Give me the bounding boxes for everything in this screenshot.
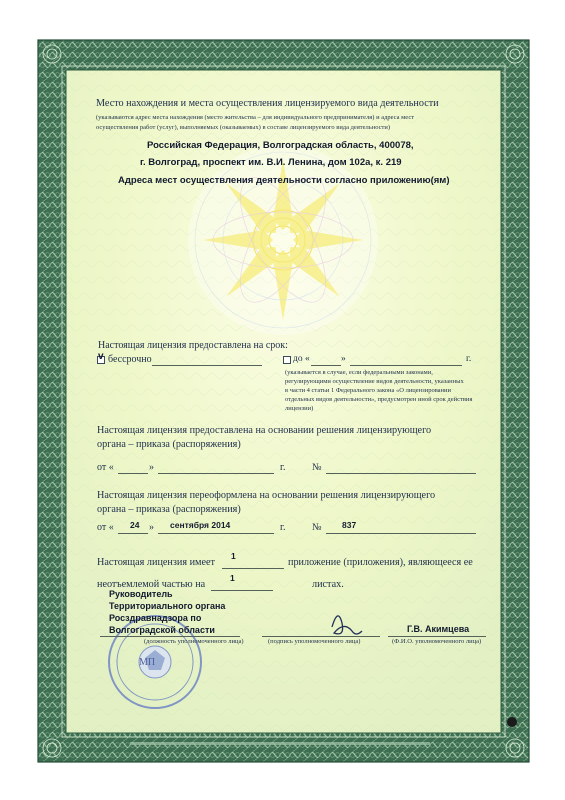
term-note-line5: лицензии) xyxy=(285,405,314,412)
address-line2: г. Волгоград, проспект им. В.И. Ленина, дом 102а, к. 219 xyxy=(140,157,402,168)
term-note-line2: регулирующими осуществление видов деятельности, указанных xyxy=(285,378,464,385)
attachments-text-part2: приложение (приложения), являющееся ее xyxy=(288,557,473,568)
address-heading: Место нахождения и места осуществления лицензируемого вида деятельности xyxy=(96,98,439,109)
indefinite-underline xyxy=(152,365,262,366)
reissue-from-label: от « xyxy=(97,522,114,533)
address-note-line1: (указываются адрес места нахождения (место жительства – для индивидуального предпринимателя) и адреса мест xyxy=(96,114,415,121)
basis-number-label: № xyxy=(312,462,322,473)
term-note-line3: в части 4 статьи 1 Федерального закона «О лицензировании xyxy=(285,387,451,394)
until-quote-close: » xyxy=(341,354,346,364)
reissue-text-line1: Настоящая лицензия переоформлена на основании решения лицензирующего xyxy=(97,490,436,501)
until-month-line xyxy=(350,365,462,366)
attachments-count-line xyxy=(222,568,284,569)
basis-number-line xyxy=(326,473,476,474)
stamp-label: МП xyxy=(139,657,156,668)
until-day-line xyxy=(311,365,341,366)
signer-name: Г.В. Акимцева xyxy=(407,624,470,634)
attachments-count: 1 xyxy=(231,551,236,561)
signer-position-line1: Руководитель xyxy=(109,589,173,599)
reissue-number-label: № xyxy=(312,522,322,533)
name-line xyxy=(388,636,486,637)
address-note-line2: осуществления работ (услуг), выполняемых (оказываемых) в составе лицензируемого вида деятельности) xyxy=(96,124,390,131)
position-line xyxy=(100,636,240,637)
attachments-text-part3: неотъемлемой частью на xyxy=(97,579,206,590)
reissue-month-year: сентября 2014 xyxy=(170,520,231,530)
attachments-sheets: 1 xyxy=(230,573,235,583)
basis-text-line1: Настоящая лицензия предоставлена на основании решения лицензирующего xyxy=(97,425,432,436)
signer-position-line3: Росздравнадзора по xyxy=(109,613,202,623)
basis-day-line xyxy=(118,473,148,474)
indefinite-label: бессрочно xyxy=(108,354,152,365)
basis-date-line xyxy=(158,473,274,474)
signer-position-line2: Территориального органа xyxy=(109,601,226,611)
basis-year-suffix: г. xyxy=(280,462,286,473)
reissue-text-line2: органа – приказа (распоряжения) xyxy=(97,504,241,515)
position-caption: (должность уполномоченного лица) xyxy=(144,638,244,645)
basis-text-line2: органа – приказа (распоряжения) xyxy=(97,439,241,450)
reissue-number: 837 xyxy=(342,520,357,530)
checkbox-mark: v xyxy=(98,351,104,362)
basis-from-label: от « xyxy=(97,462,114,473)
reissue-quote-close: » xyxy=(149,522,154,533)
basis-quote-close: » xyxy=(149,462,154,473)
signature-caption: (подпись уполномоченного лица) xyxy=(268,638,361,645)
name-caption: (Ф.И.О. уполномоченного лица) xyxy=(392,638,482,645)
attachments-text-part4: листах. xyxy=(312,579,344,590)
reissue-day: 24 xyxy=(130,520,140,530)
attachments-text-part1: Настоящая лицензия имеет xyxy=(97,557,215,568)
address-line3: Адреса мест осуществления деятельности согласно приложению(ям) xyxy=(118,175,450,186)
signature-line xyxy=(262,636,380,637)
reissue-day-line xyxy=(118,533,148,534)
attachments-sheets-line xyxy=(211,590,273,591)
reissue-date-line xyxy=(158,533,274,534)
reissue-number-line xyxy=(326,533,476,534)
reissue-year-suffix: г. xyxy=(280,522,286,533)
signer-position-line4: Волгоградской области xyxy=(109,625,215,635)
until-label: до « xyxy=(293,354,310,364)
term-intro: Настоящая лицензия предоставлена на срок: xyxy=(98,340,288,351)
term-note-line4: отдельных видов деятельности», предусмотрен иной срок действия xyxy=(285,396,473,403)
until-checkbox xyxy=(283,356,291,364)
until-year-suffix: г. xyxy=(466,354,472,364)
term-note-line1: (указывается в случае, если федеральными законами, xyxy=(285,369,433,376)
address-line1: Российская Федерация, Волгоградская область, 400078, xyxy=(147,140,414,151)
